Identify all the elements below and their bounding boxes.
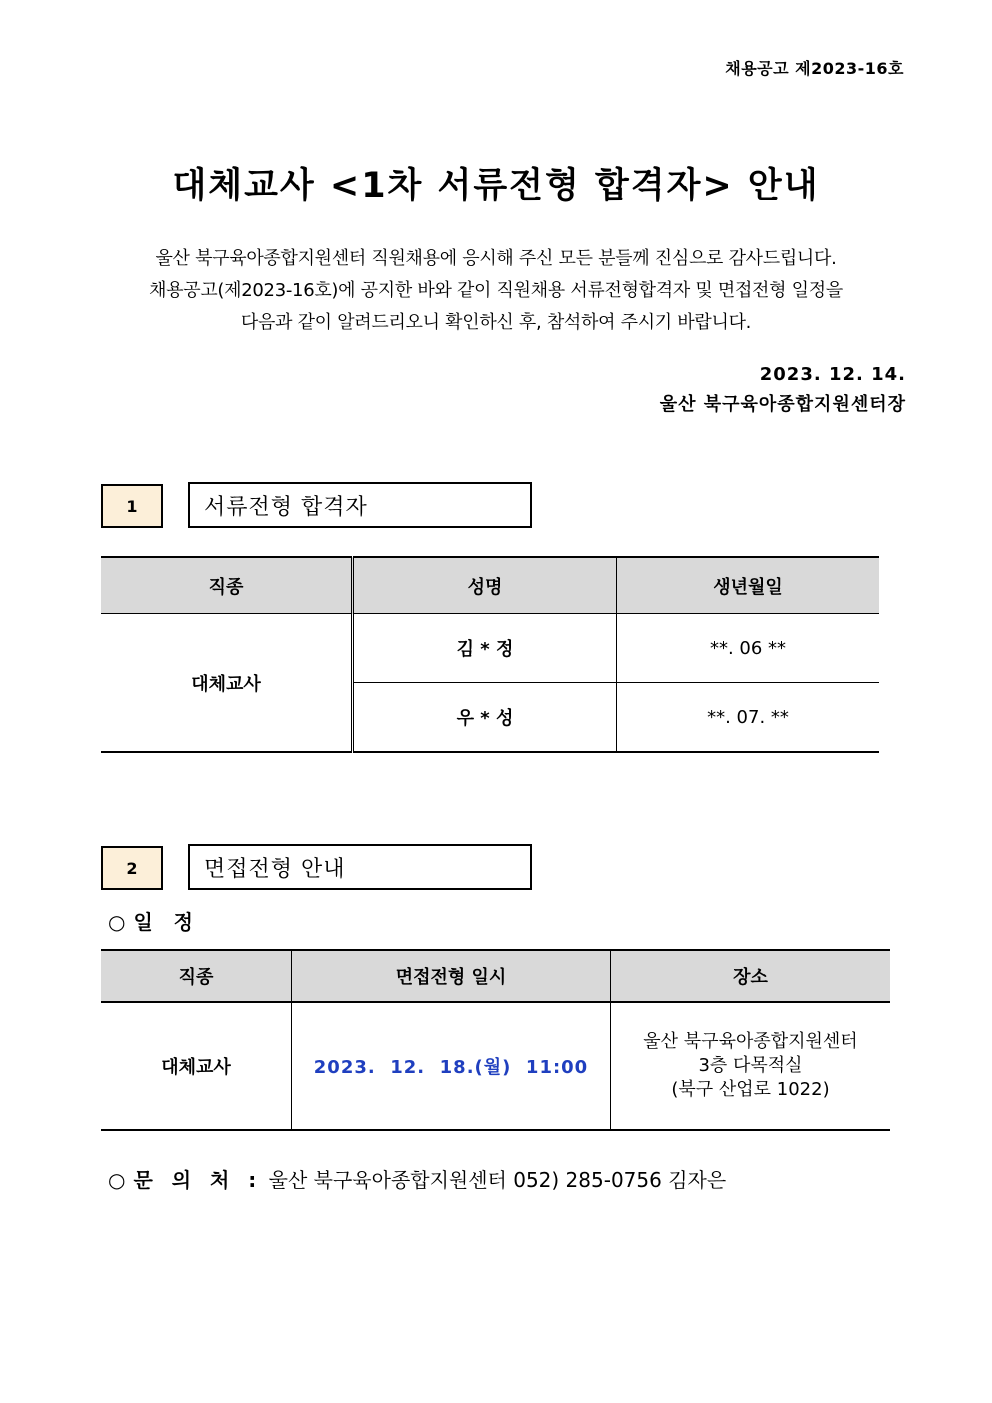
date-block — [660, 360, 906, 420]
col-header-job: 직종 — [101, 950, 292, 1002]
notice-number: 채용공고 제2023-16호 — [725, 59, 904, 78]
page-title: 대체교사 <1차 서류전형 합격자> 안내 — [172, 166, 820, 206]
birth-cell: **. 07. ** — [707, 706, 789, 728]
col-header-datetime: 면접전형 일시 — [292, 950, 611, 1002]
intro-line: 울산 북구육아종합지원센터 직원채용에 응시해 주신 모든 분들께 진심으로 감사드립니다. — [155, 248, 837, 269]
intro-paragraph — [60, 243, 932, 339]
intro-line: 채용공고(제2023-16호)에 공지한 바와 같이 직원채용 서류전형합격자 및 면접전형 일정을 — [149, 280, 843, 301]
contact-value: 울산 북구육아종합지원센터 052) 285-0756 김자은 — [268, 1168, 727, 1192]
contact-label: 문 의 처 : — [133, 1168, 263, 1192]
section-2-title: 면접전형 안내 — [188, 844, 532, 890]
circle-bullet: ○ — [108, 910, 126, 934]
schedule-heading — [108, 906, 193, 935]
place-cell — [611, 1002, 891, 1130]
intro-line: 다음과 같이 알려드리오니 확인하신 후, 참석하여 주시기 바랍니다. — [240, 312, 752, 333]
col-header-place: 장소 — [611, 950, 891, 1002]
place-line: (북구 산업로 1022) — [671, 1079, 830, 1100]
name-cell: 우 * 성 — [353, 683, 617, 753]
datetime-cell: 2023. 12. 18.(월) 11:00 — [292, 1002, 611, 1130]
table-row — [101, 1002, 890, 1130]
circle-bullet: ○ — [108, 1168, 126, 1192]
col-header-job: 직종 — [101, 557, 353, 614]
birth-cell: **. 06 ** — [617, 614, 880, 683]
section-2-number: 2 — [101, 846, 163, 890]
section-1-number: 1 — [101, 484, 163, 528]
section-1-title: 서류전형 합격자 — [188, 482, 532, 528]
place-line: 울산 북구육아종합지원센터 — [643, 1031, 858, 1052]
place-line: 3층 다목적실 — [698, 1055, 803, 1076]
contact-line — [108, 1164, 726, 1193]
table-header-row — [101, 950, 890, 1002]
job-cell: 대체교사 — [101, 614, 353, 753]
issuer: 울산 북구육아종합지원센터장 — [659, 394, 906, 415]
col-header-birth: 생년월일 — [617, 557, 880, 614]
issue-date: 2023. 12. 14. — [759, 364, 906, 385]
interview-table — [101, 949, 890, 1131]
passers-table — [101, 556, 879, 753]
table-row — [101, 614, 879, 683]
table-header-row — [101, 557, 879, 614]
name-cell: 김 * 정 — [353, 614, 617, 683]
schedule-label: 일 정 — [133, 910, 193, 934]
col-header-name: 성명 — [353, 557, 617, 614]
job-cell: 대체교사 — [101, 1002, 292, 1130]
